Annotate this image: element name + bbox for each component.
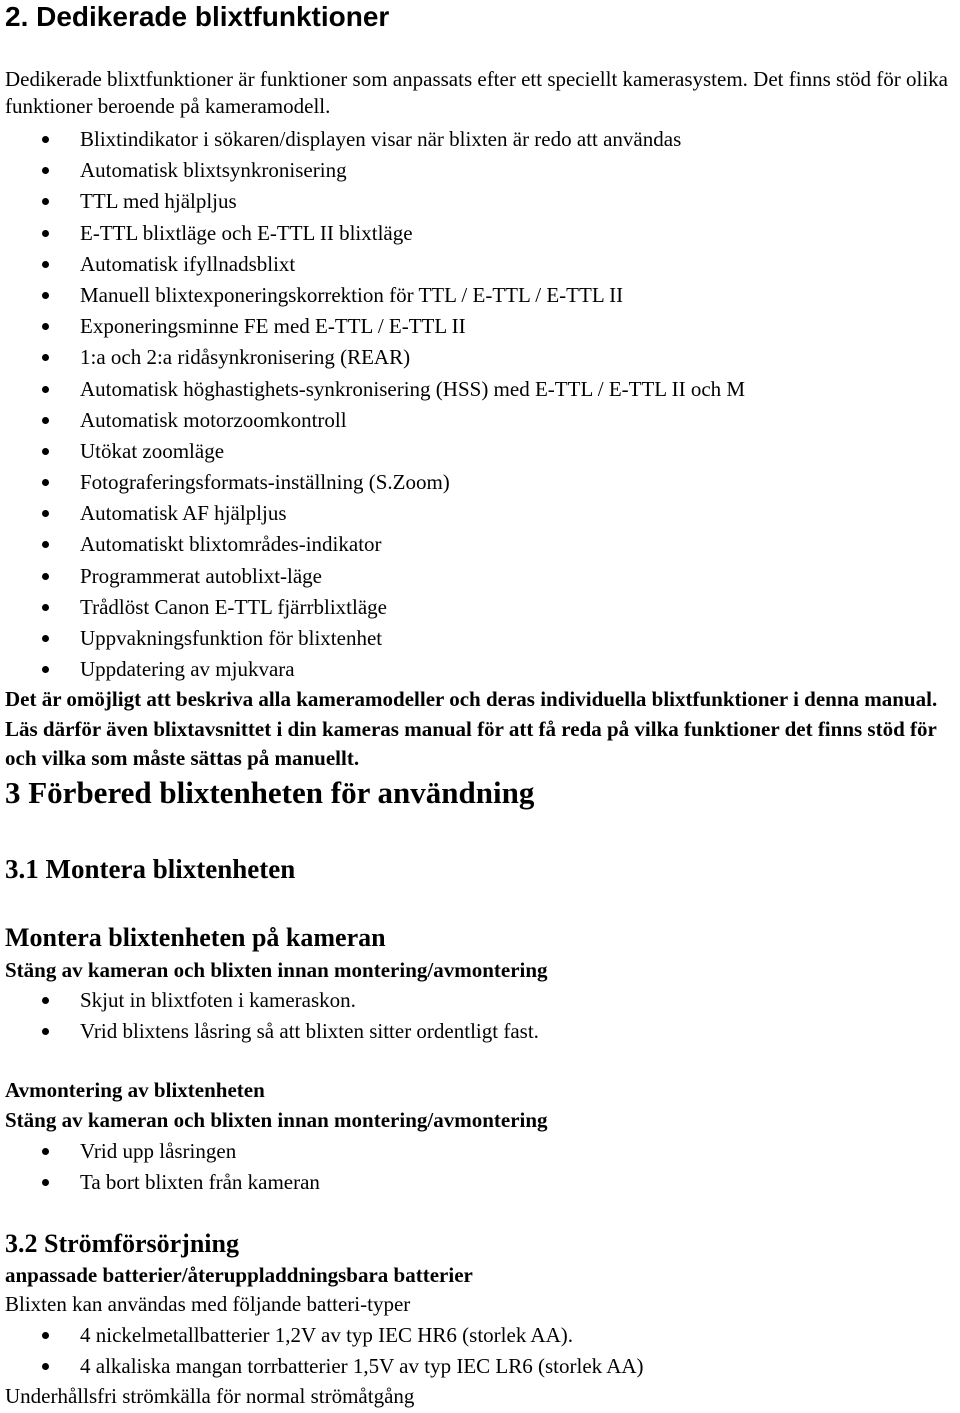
feature-text: E-TTL blixtläge och E-TTL II blixtläge — [80, 220, 413, 245]
bullet-icon — [42, 666, 49, 673]
step-text: Ta bort blixten från kameran — [80, 1170, 320, 1195]
bullet-icon — [42, 448, 49, 455]
bullet-icon — [42, 261, 49, 268]
list-item — [5, 467, 745, 498]
unmount-steps — [5, 1136, 320, 1198]
step-text: Vrid blixtens låsring så att blixten sitter ordentligt fast. — [80, 1019, 539, 1044]
batteries-heading: anpassade batterier/återuppladdningsbara batterier — [5, 1263, 473, 1287]
bullet-icon — [42, 417, 49, 424]
section-3-1-heading: 3.1 Montera blixtenheten — [5, 854, 296, 884]
bullet-icon — [42, 386, 49, 393]
list-item — [5, 561, 745, 592]
feature-list — [5, 124, 745, 685]
list-item — [5, 311, 745, 342]
feature-text: Trådlöst Canon E-TTL fjärrblixtläge — [80, 594, 387, 619]
section-2-intro: Dedikerade blixtfunktioner är funktioner som anpassats efter ett speciellt kamerasystem. Det finns stöd för olika funktioner beroende på kameramodell. — [5, 67, 948, 118]
battery-text: 4 alkaliska mangan torrbatterier 1,5V av typ IEC LR6 (storlek AA) — [80, 1354, 644, 1379]
bullet-icon — [42, 510, 49, 517]
list-item — [5, 592, 745, 623]
feature-text: Automatisk ifyllnadsblixt — [80, 251, 296, 276]
feature-text: Uppdatering av mjukvara — [80, 657, 295, 682]
feature-text: Exponeringsminne FE med E-TTL / E-TTL II — [80, 314, 466, 339]
feature-text: Automatisk motorzoomkontroll — [80, 407, 347, 432]
list-item — [5, 1136, 320, 1167]
bullet-icon — [42, 136, 49, 143]
bullet-icon — [42, 1028, 49, 1035]
bullet-icon — [42, 323, 49, 330]
unmount-heading: Avmontering av blixtenheten — [5, 1078, 265, 1102]
bullet-icon — [42, 541, 49, 548]
feature-text: TTL med hjälpljus — [80, 189, 237, 214]
section-3-heading: 3 Förbered blixtenheten för användning — [5, 775, 535, 810]
list-item — [5, 1351, 644, 1382]
list-item — [5, 1016, 539, 1047]
step-text: Vrid upp låsringen — [80, 1139, 237, 1163]
mount-steps — [5, 985, 539, 1047]
battery-text: 4 nickelmetallbatterier 1,2V av typ IEC HR6 (storlek AA). — [80, 1323, 573, 1347]
bullet-icon — [42, 1179, 49, 1186]
list-item — [5, 280, 745, 311]
manual-note: Det är omöjligt att beskriva alla kameramodeller och deras individuella blixtfunktioner i denna manual. Läs därför även blixtavsnittet i din kameras manual för att få reda på vilka funktioner det finns stöd för och vilka som måste sättas på manuellt. — [5, 687, 938, 770]
bullet-icon — [42, 1332, 49, 1339]
bullet-icon — [42, 167, 49, 174]
step-text: Skjut in blixtfoten i kameraskon. — [80, 988, 356, 1012]
feature-text: Blixtindikator i sökaren/displayen visar när blixten är redo att användas — [80, 127, 682, 151]
mount-warning: Stäng av kameran och blixten innan montering/avmontering — [5, 958, 548, 982]
feature-text: Manuell blixtexponeringskorrektion för TTL / E-TTL / E-TTL II — [80, 282, 624, 307]
list-item — [5, 436, 745, 467]
list-item — [5, 249, 745, 280]
list-item — [5, 1167, 320, 1198]
list-item — [5, 654, 745, 685]
list-item — [5, 342, 745, 373]
list-item — [5, 529, 745, 560]
bullet-icon — [42, 604, 49, 611]
bullet-icon — [42, 997, 49, 1004]
bullet-icon — [42, 479, 49, 486]
bullet-icon — [42, 1363, 49, 1370]
feature-text: Uppvakningsfunktion för blixtenhet — [80, 626, 383, 650]
list-item — [5, 1320, 644, 1351]
feature-text: Fotograferingsformats-inställning (S.Zoom) — [80, 470, 450, 495]
feature-text: Automatisk blixtsynkronisering — [80, 158, 347, 183]
batteries-intro: Blixten kan användas med följande batteri-typer — [5, 1292, 411, 1316]
section-2-heading: 2. Dedikerade blixtfunktioner — [5, 1, 390, 32]
feature-text: 1:a och 2:a ridåsynkronisering (REAR) — [80, 345, 411, 370]
unmount-warning: Stäng av kameran och blixten innan montering/avmontering — [5, 1108, 548, 1132]
bullet-icon — [42, 1148, 49, 1155]
list-item — [5, 985, 539, 1016]
bullet-icon — [42, 198, 49, 205]
feature-text: Automatisk AF hjälpljus — [80, 501, 287, 526]
feature-text: Utökat zoomläge — [80, 438, 225, 463]
power-source-line: Underhållsfri strömkälla för normal strömåtgång — [5, 1384, 415, 1408]
list-item — [5, 124, 745, 155]
list-item — [5, 623, 745, 654]
section-3-2-heading: 3.2 Strömförsörjning — [5, 1229, 239, 1258]
list-item — [5, 218, 745, 249]
bullet-icon — [42, 292, 49, 299]
list-item — [5, 155, 745, 186]
feature-text: Automatiskt blixtområdes-indikator — [80, 532, 382, 557]
bullet-icon — [42, 230, 49, 237]
list-item — [5, 374, 745, 405]
list-item — [5, 498, 745, 529]
feature-text: Automatisk höghastighets-synkronisering (HSS) med E-TTL / E-TTL II och M — [80, 376, 746, 401]
bullet-icon — [42, 573, 49, 580]
list-item — [5, 405, 745, 436]
bullet-icon — [42, 635, 49, 642]
battery-types — [5, 1320, 644, 1382]
mount-heading: Montera blixtenheten på kameran — [5, 923, 386, 952]
list-item — [5, 186, 745, 217]
feature-text: Programmerat autoblixt-läge — [80, 563, 323, 588]
bullet-icon — [42, 354, 49, 361]
